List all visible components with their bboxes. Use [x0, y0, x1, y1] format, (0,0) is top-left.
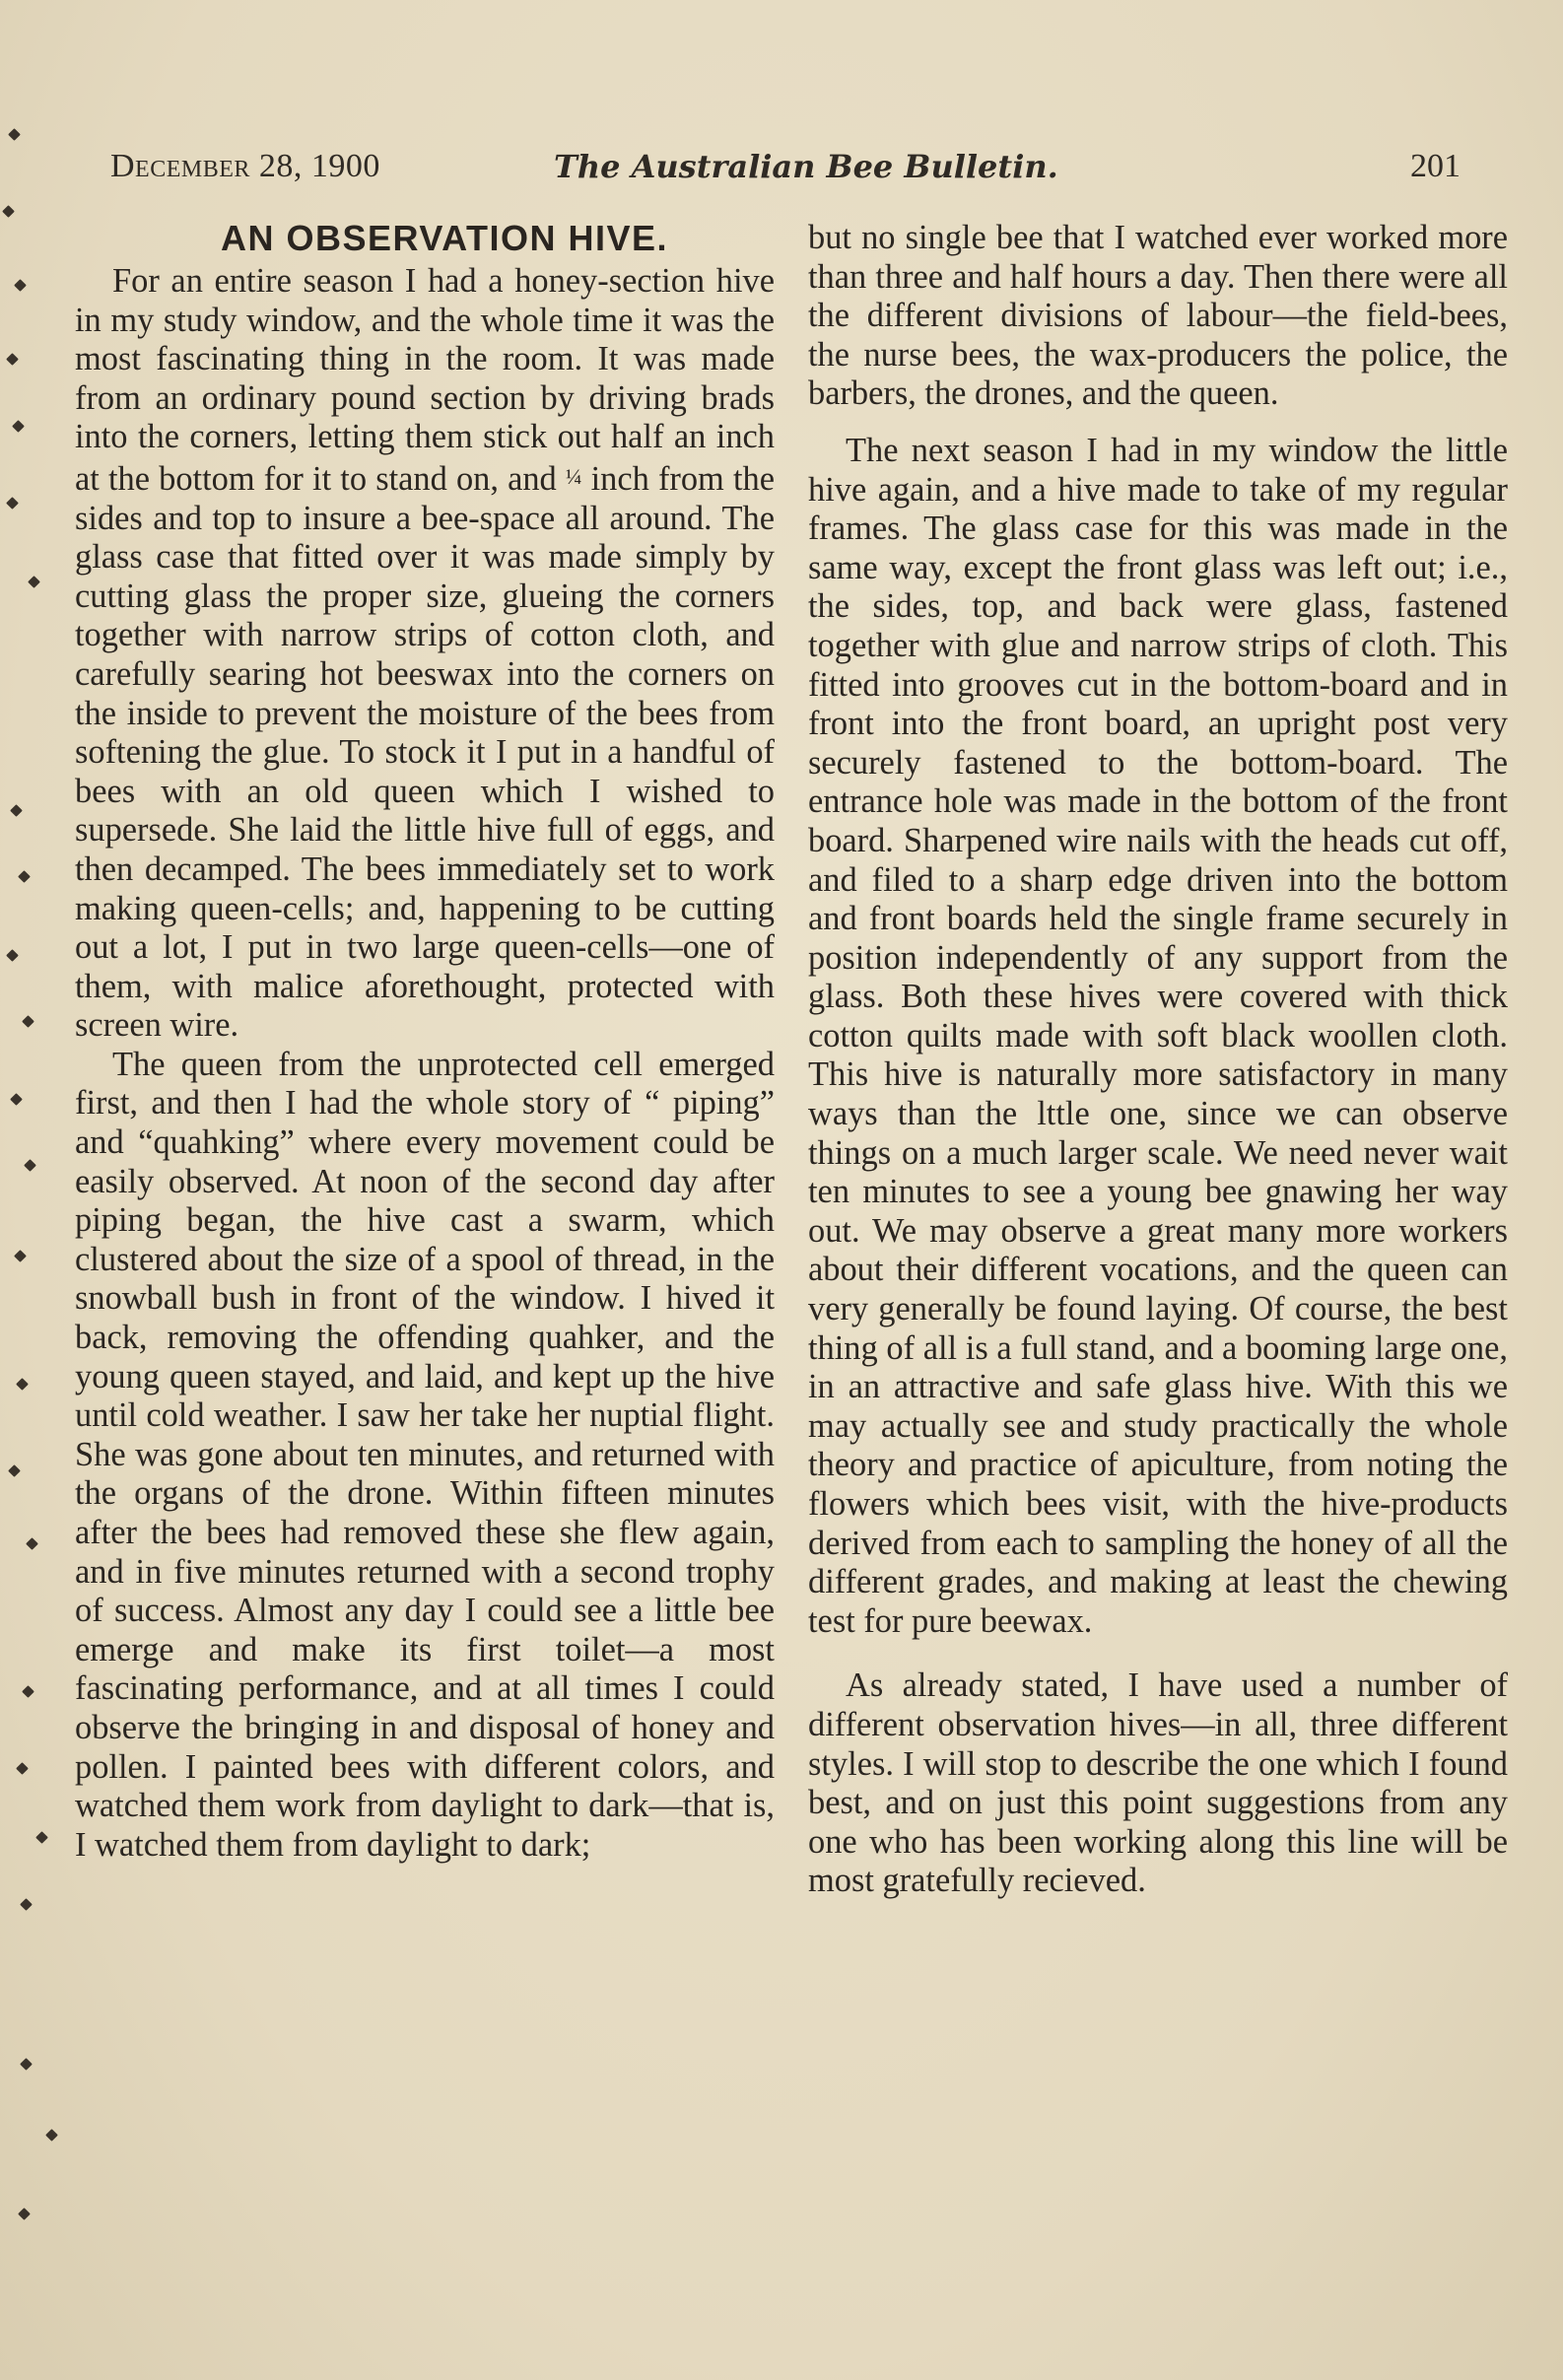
binding-hole [16, 1762, 29, 1775]
left-column [75, 219, 775, 1865]
binding-hole [8, 128, 21, 141]
binding-hole [22, 1685, 34, 1698]
right-column [808, 219, 1508, 1901]
binding-hole [14, 1250, 27, 1262]
binding-hole [18, 870, 31, 883]
binding-hole [6, 353, 19, 366]
binding-hole [10, 804, 23, 817]
running-header [110, 148, 1461, 197]
binding-hole [35, 1831, 48, 1844]
binding-hole [8, 1464, 21, 1477]
publication-title: The Australian Bee Bulletin. [554, 148, 1058, 185]
binding-hole [45, 2129, 58, 2142]
fraction-glyph: ¼ [565, 463, 582, 489]
binding-hole [6, 949, 19, 962]
binding-hole [18, 2208, 31, 2220]
binding-hole [6, 497, 19, 510]
binding-hole [14, 279, 27, 292]
binding-hole [2, 205, 15, 218]
article-paragraph: The next season I had in my window the little hive again, and a hive made to take of my regular frames. The glass case for this was made in the same way, except the front glass was left out; i.e., the sides, top, and back were glass, fastened together with glue and narrow strips of cloth. This fitted into grooves cut in the bottom-board and in front into the front board, an upright post very securely fastened to the bottom-board. The entrance hole was made in the bottom of the front board. Sharpened wire nails with the heads cut off, and filed to a sharp edge driven into the bottom and front boards held the single frame securely in position independently of any support from the glass. Both these hives were covered with thick cotton quilts made with soft black woollen cloth. This hive is naturally more satisfactory in many ways than the lttle one, since we can observe things on a much larger scale. We need never wait ten minutes to see a young bee gnawing her way out. We may observe a great many more workers about their different vocations, and the queen can very generally be found laying. Of course, the best thing of all is a full stand, and a booming large one, in an attractive and safe glass hive. With this we may actually see and study practically the whole theory and practice of apiculture, from noting the flowers which bees visit, with the hive-products derived from each to sampling the honey of all the different grades, and making at least the chewing test for pure beewax. [808, 431, 1508, 1640]
article-paragraph [75, 262, 775, 1046]
issue-date: December 28, 1900 [110, 148, 380, 184]
binding-margin [0, 0, 59, 2380]
binding-hole [20, 2058, 33, 2071]
page-number: 201 [1410, 148, 1461, 184]
binding-hole [16, 1378, 29, 1391]
paragraph-text: inch from the sides and top to insure a bee-space all around. The glass case that fitted over it was made simply by cutting glass the proper size, glueing the corners together with narrow strips of cotton cloth, and carefully searing hot beeswax into the corners on the inside to prevent the moisture of the bees from softening the glue. To stock it I put in a handful of bees with an old queen which I wished to supersede. She laid the little hive full of eggs, and then decamped. The bees immediately set to work making queen-cells; and, happening to be cutting out a lot, I put in two large queen-cells—one of them, with malice aforethought, protected with screen wire. [75, 459, 775, 1045]
article-headline: AN OBSERVATION HIVE. [220, 218, 669, 258]
binding-hole [10, 1093, 23, 1106]
binding-hole [12, 420, 25, 433]
binding-hole [20, 1898, 33, 1911]
binding-hole [22, 1015, 34, 1028]
article-paragraph: The queen from the unprotected cell emerged first, and then I had the whole story of “ piping” and “quahking” where every movement could be easily observed. At noon of the second day after piping began, the hive cast a swarm, which clustered about the size of a spool of thread, in the snowball bush in front of the window. I hived it back, removing the offending quahker, and the young queen stayed, and laid, and kept up the hive until cold weather. I saw her take her nuptial flight. She was gone about ten minutes, and returned with the organs of the drone. Within fifteen minutes after the bees had removed these she flew again, and in five minutes returned with a second trophy of success. Almost any day I could see a little bee emerge and make its first toilet—a most fascinating performance, and at all times I could observe the bringing in and disposal of honey and pollen. I painted bees with different colors, and watched them work from daylight to dark—that is, I watched them from daylight to dark; [75, 1045, 775, 1864]
binding-hole [28, 576, 40, 588]
article-paragraph: but no single bee that I watched ever worked more than three and half hours a day. Then there were all the different divisions of labour—the field-bees, the nurse bees, the wax-producers the police, the barbers, the drones, and the queen. [808, 219, 1508, 413]
article-paragraph: As already stated, I have used a number of different observation hives—in all, three different styles. I will stop to describe the one which I found best, and on just this point suggestions from any one who has been working along this line will be most gratefully recieved. [808, 1666, 1508, 1900]
binding-hole [24, 1159, 36, 1172]
paragraph-text: For an entire season I had a honey-section hive in my study window, and the whole time it was the most fascinating thing in the room. It was made from an ordinary pound section by driving brads into the corners, letting them stick out half an inch at the bottom for it to stand on, and [75, 262, 775, 498]
binding-hole [26, 1537, 38, 1550]
